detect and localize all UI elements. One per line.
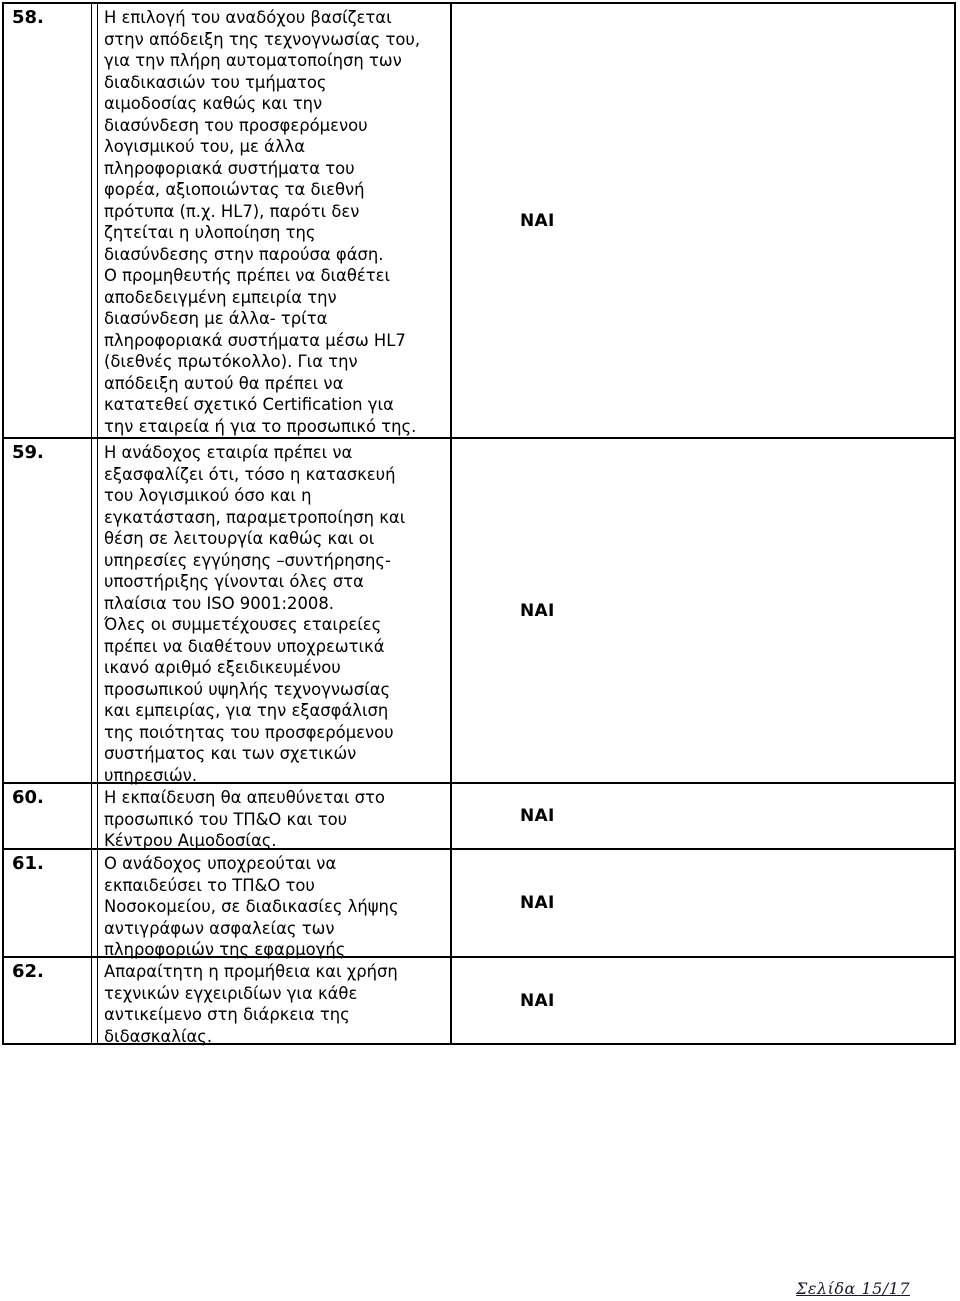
item-description (95, 4, 452, 437)
description-line: διασύνδεσης στην παρούσα φάση. (104, 244, 384, 264)
compliance-answer (452, 4, 954, 437)
compliance-answer (452, 958, 954, 1043)
description-line: αντικείμενο στη διάρκεια της (104, 1005, 350, 1024)
item-description (95, 439, 452, 785)
item-description (95, 784, 452, 848)
description-line: πληροφοριακά συστήματα μέσω HL7 (104, 330, 406, 350)
description-line: πληροφοριών της εφαρμογής (104, 940, 346, 959)
compliance-answer (452, 439, 954, 782)
description-line: Νοσοκομείου, σε διαδικασίες λήψης (104, 897, 399, 916)
description-line: (διεθνές πρωτόκολλο). Για την (104, 352, 358, 371)
description-line: και εμπειρίας, για την εξασφάλιση (104, 701, 389, 720)
description-line: Η εκπαίδευση θα απευθύνεται στο (104, 788, 385, 807)
item-description (95, 850, 452, 959)
description-line: αποδεδειγμένη εμπειρία την (104, 287, 337, 307)
description-line: εγκατάσταση, παραμετροποίηση και (104, 507, 406, 527)
description-line: κατατεθεί σχετικό Certification για (104, 395, 394, 414)
description-line: για την πλήρη αυτοματοποίηση των (104, 51, 402, 70)
description-line: υπηρεσίες εγγύησης –συντήρησης- (104, 550, 391, 570)
description-line: την εταιρεία ή για το προσωπικό της. (104, 416, 417, 436)
description-line: Η επιλογή του αναδόχου βασίζεται (104, 8, 392, 27)
page-number: Σελίδα 15/17 (796, 1279, 910, 1298)
description-line: πλαίσια του ISO 9001:2008. (104, 593, 334, 613)
description-line: συστήματος και των σχετικών (104, 744, 357, 763)
description-line: αντιγράφων ασφαλείας των (104, 918, 335, 938)
description-line: φορέα, αξιοποιώντας τα διεθνή (104, 180, 365, 199)
description-line: λογισμικού του, με άλλα (104, 137, 306, 156)
item-number: 61. (4, 850, 95, 956)
item-number: 58. (4, 4, 95, 437)
description-line: προσωπικού υψηλής τεχνογνωσίας (104, 679, 391, 699)
description-line: της ποιότητας του προσφερόμενου (104, 722, 394, 742)
description-line: υπηρεσιών. (104, 765, 198, 785)
description-line: πρέπει να διαθέτουν υποχρεωτικά (104, 636, 385, 656)
item-number: 60. (4, 784, 95, 848)
description-line: τεχνικών εγχειριδίων για κάθε (104, 983, 358, 1003)
description-line: διαδικασιών του τμήματος (104, 72, 327, 92)
table-row (4, 4, 954, 437)
description-line: Απαραίτητη η προμήθεια και χρήση (104, 962, 398, 981)
description-line: απόδειξη αυτού θα πρέπει να (104, 373, 344, 393)
answer-text: ΝΑΙ (520, 893, 555, 913)
answer-text: ΝΑΙ (520, 600, 555, 621)
description-line: εκπαιδεύσει το ΤΠ&Ο του (104, 875, 315, 895)
table-row (4, 437, 954, 785)
item-number: 59. (4, 439, 95, 782)
compliance-answer (452, 850, 954, 956)
description-line: του λογισμικού όσο και η (104, 486, 312, 505)
item-description (95, 958, 452, 1046)
description-line: Ο προμηθευτής πρέπει να διαθέτει (104, 266, 391, 285)
description-line: διασύνδεση με άλλα- τρίτα (104, 309, 328, 328)
answer-text: ΝΑΙ (520, 806, 555, 826)
description-line: υποστήριξης γίνονται όλες στα (104, 572, 364, 591)
description-line: ζητείται η υλοποίηση της (104, 223, 316, 242)
requirements-table (2, 2, 956, 1045)
description-line: Όλες οι συμμετέχουσες εταιρείες (104, 615, 382, 634)
description-line: στην απόδειξη της τεχνογνωσίας του, (104, 29, 421, 49)
description-line: διασύνδεση του προσφερόμενου (104, 115, 368, 135)
table-row (4, 848, 954, 959)
compliance-answer (452, 784, 954, 848)
description-line: αιμοδοσίας καθώς και την (104, 94, 323, 113)
description-line: θέση σε λειτουργία καθώς και οι (104, 529, 375, 548)
item-number: 62. (4, 958, 95, 1043)
description-line: προσωπικό του ΤΠ&Ο και του (104, 809, 348, 829)
description-line: Ο ανάδοχος υποχρεούται να (104, 854, 337, 873)
description-line: Κέντρου Αιμοδοσίας. (104, 831, 277, 850)
answer-text: ΝΑΙ (520, 990, 555, 1011)
description-line: πληροφοριακά συστήματα του (104, 158, 355, 178)
table-row (4, 782, 954, 848)
description-line: εξασφαλίζει ότι, τόσο η κατασκευή (104, 464, 396, 484)
description-line: πρότυπα (π.χ. HL7), παρότι δεν (104, 201, 360, 221)
description-line: ικανό αριθμό εξειδικευμένου (104, 658, 341, 677)
table-row (4, 956, 954, 1046)
description-line: Η ανάδοχος εταιρία πρέπει να (104, 443, 353, 462)
answer-text: ΝΑΙ (520, 210, 555, 231)
description-line: διδασκαλίας. (104, 1026, 213, 1046)
